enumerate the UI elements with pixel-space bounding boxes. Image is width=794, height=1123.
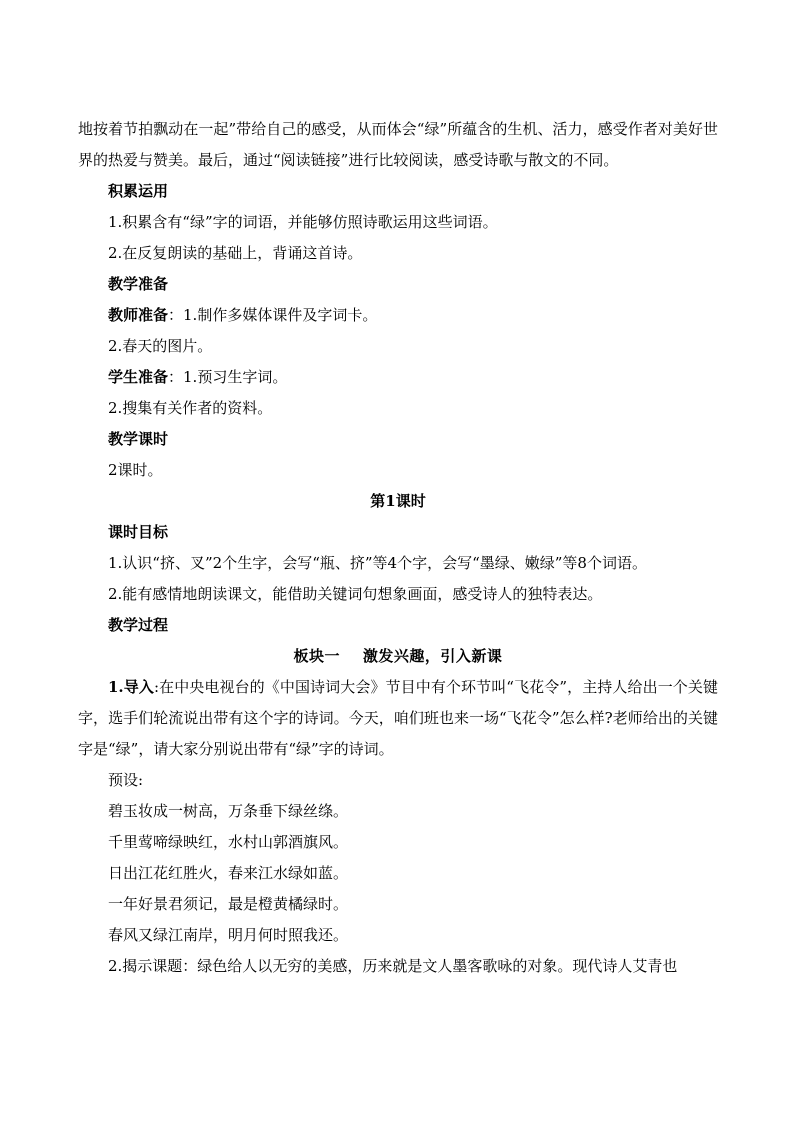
- step-1-label: 1.导入: [108, 678, 154, 696]
- step-1-paragraph: [78, 672, 718, 765]
- mubiao-item-2: 2.能有感情地朗读课文，能借助关键词句想象画面，感受诗人的独特表达。: [108, 585, 603, 603]
- teacher-prep-item-2: 2.春天的图片。: [108, 337, 213, 355]
- teacher-prep-item-1: ：1.制作多媒体课件及字词卡。: [168, 306, 378, 324]
- intro-paragraph: 地按着节拍飘动在一起”带给自己的感受，从而体会“绿”所蕴含的生机、活力，感受作者对美好世界的热爱与赞美。最后，通过“阅读链接”进行比较阅读，感受诗歌与散文的不同。: [78, 120, 718, 169]
- heading-guocheng: 教学过程: [108, 616, 169, 634]
- jilei-item-2: 2.在反复朗读的基础上，背诵这首诗。: [108, 244, 363, 262]
- student-prep-item-2: 2.搜集有关作者的资料。: [108, 399, 273, 417]
- poem-line-4: 一年好景君须记，最是橙黄橘绿时。: [108, 895, 349, 913]
- heading-zhunbei: 教学准备: [108, 275, 169, 293]
- lesson-title: 第1课时: [370, 492, 426, 510]
- teacher-prep-label: 教师准备: [108, 306, 169, 324]
- jilei-item-1: 1.积累含有“绿”字的词语，并能够仿照诗歌运用这些词语。: [108, 213, 498, 231]
- poem-line-2: 千里莺啼绿映红，水村山郭酒旗风。: [108, 833, 349, 851]
- poem-line-5: 春风又绿江南岸，明月何时照我还。: [108, 926, 349, 944]
- student-prep-line: [78, 362, 718, 393]
- poem-line-1: 碧玉妆成一树高，万条垂下绿丝绦。: [108, 802, 349, 820]
- document-body: [78, 114, 718, 982]
- step-1-text: :在中央电视台的《中国诗词大会》节目中有个环节叫“飞花令”，主持人给出一个关键字，选手们轮流说出带有这个字的诗词。今天，咱们班也来一场“飞花令”怎么样?老师给出的关键字是“绿”，请大家分别说出带有“绿”字的诗词。: [78, 678, 718, 758]
- student-prep-label: 学生准备: [108, 368, 169, 386]
- student-prep-item-1: ：1.预习生字词。: [168, 368, 288, 386]
- step-2-paragraph: 2.揭示课题：绿色给人以无穷的美感，历来就是文人墨客歌咏的对象。现代诗人艾青也: [108, 957, 678, 975]
- heading-keshi: 教学课时: [108, 430, 169, 448]
- yushe-label: 预设:: [108, 771, 144, 789]
- keshi-text: 2课时。: [108, 461, 163, 479]
- heading-mubiao: 课时目标: [108, 523, 169, 541]
- block-one-title: 板块一 激发兴趣，引入新课: [293, 647, 503, 665]
- mubiao-item-1: 1.认识“挤、叉”2个生字，会写“瓶、挤”等4个字，会写“墨绿、嫩绿”等8个词语。: [108, 554, 647, 572]
- poem-line-3: 日出江花红胜火，春来江水绿如蓝。: [108, 864, 349, 882]
- heading-jilei: 积累运用: [108, 182, 169, 200]
- teacher-prep-line: [78, 300, 718, 331]
